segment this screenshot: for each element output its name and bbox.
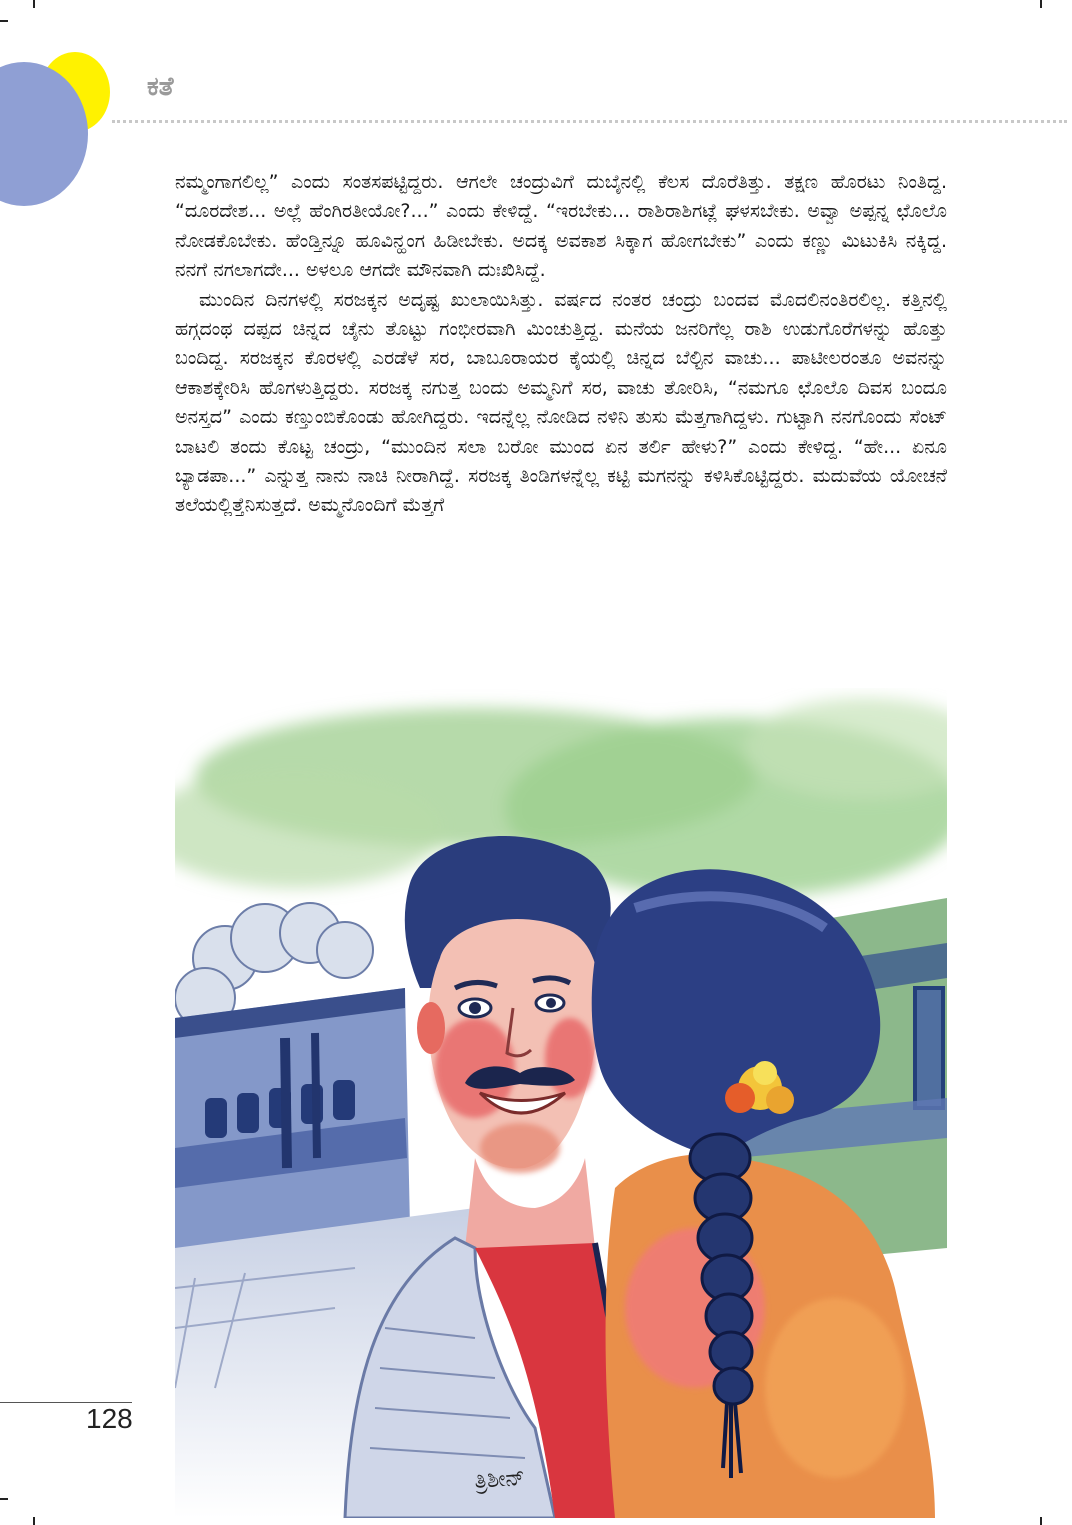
- crop-mark: [33, 1517, 35, 1525]
- story-illustration: [175, 688, 947, 1518]
- paragraph: ನಮ್ಮಂಗಾಗಲಿಲ್ಲ” ಎಂದು ಸಂತಸಪಟ್ಟಿದ್ದರು. ಆಗಲೇ ಚಂದ್ರುವಿಗೆ ದುಬೈನಲ್ಲಿ ಕೆಲಸ ದೊರೆತಿತ್ತು. ತಕ್ಷಣ ಹೊರಟು ನಿಂತಿದ್ದ. “ದೂರದೇಶ... ಅಲ್ಲೆ ಹೆಂಗಿರತೀಯೋ?...” ಎಂದು ಕೇಳಿದ್ದೆ. “ಇರಬೇಕು... ರಾಶಿರಾಶಿಗಟ್ಲೆ ಘಳಸಬೇಕು. ಅವ್ವಾ ಅಪ್ಪನ್ನ ಛೊಲೊ ನೋಡಕೊಬೇಕು. ಹೆಂಡ್ತಿನ್ನೂ ಹೂವಿನ್ಹಂಗ ಹಿಡೀಬೇಕು. ಅದಕ್ಕ ಅವಕಾಶ ಸಿಕ್ಕಾಗ ಹೋಗಬೇಕು” ಎಂದು ಕಣ್ಣು ಮಿಟುಕಿಸಿ ನಕ್ಕಿದ್ದ. ನನಗೆ ನಗಲಾಗದೇ... ಅಳಲೂ ಆಗದೇ ಮೌನವಾಗಿ ದುಃಖಿಸಿದ್ದೆ.: [175, 171, 947, 282]
- story-text: [175, 168, 947, 521]
- section-title: ಕತೆ: [147, 72, 174, 102]
- dotted-rule: [112, 120, 1067, 123]
- crop-mark: [1040, 0, 1042, 8]
- paragraph: ಮುಂದಿನ ದಿನಗಳಲ್ಲಿ ಸರಜಕ್ಕನ ಅದೃಷ್ಟ ಖುಲಾಯಿಸಿತ್ತು. ವರ್ಷದ ನಂತರ ಚಂದ್ರು ಬಂದವ ಮೊದಲಿನಂತಿರಲಿಲ್ಲ. ಕತ್ತಿನಲ್ಲಿ ಹಗ್ಗದಂಥ ದಪ್ಪದ ಚಿನ್ನದ ಚೈನು ತೊಟ್ಟು ಗಂಭೀರವಾಗಿ ಮಿಂಚುತ್ತಿದ್ದ. ಮನೆಯ ಜನರಿಗೆಲ್ಲ ರಾಶಿ ಉಡುಗೊರೆಗಳನ್ನು ಹೊತ್ತು ಬಂದಿದ್ದ. ಸರಜಕ್ಕನ ಕೊರಳಲ್ಲಿ ಎರಡೆಳೆ ಸರ, ಬಾಬೂರಾಯರ ಕೈಯಲ್ಲಿ ಚಿನ್ನದ ಬೆಲ್ಟಿನ ವಾಚು... ಪಾಟೀಲರಂತೂ ಅವನನ್ನು ಆಕಾಶಕ್ಕೇರಿಸಿ ಹೊಗಳುತ್ತಿದ್ದರು. ಸರಜಕ್ಕ ನಗುತ್ತ ಬಂದು ಅಮ್ಮನಿಗೆ ಸರ, ವಾಚು ತೋರಿಸಿ, “ನಮಗೂ ಛೊಲೊ ದಿವಸ ಬಂದೂ ಅನಸ್ತದ” ಎಂದು ಕಣ್ತುಂಬಿಕೊಂಡು ಹೋಗಿದ್ದರು. ಇದನ್ನೆಲ್ಲ ನೋಡಿದ ನಳಿನಿ ತುಸು ಮೆತ್ತಗಾಗಿದ್ದಳು. ಗುಟ್ಟಾಗಿ ನನಗೊಂದು ಸೆಂಟ್ ಬಾಟಲಿ ತಂದು ಕೊಟ್ಟ ಚಂದ್ರು, “ಮುಂದಿನ ಸಲಾ ಬರೋ ಮುಂದ ಏನ ತರ್ಲಿ ಹೇಳು?” ಎಂದು ಕೇಳಿದ್ದ. “ಹೇ... ಏನೂ ಬ್ಯಾಡಪಾ...” ಎನ್ನುತ್ತ ನಾನು ನಾಚಿ ನೀರಾಗಿದ್ದೆ. ಸರಜಕ್ಕ ತಿಂಡಿಗಳನ್ನೆಲ್ಲ ಕಟ್ಟಿ ಮಗನನ್ನು ಕಳಿಸಿಕೊಟ್ಟಿದ್ದರು. ಮದುವೆಯ ಯೋಚನೆ ತಲೆಯಲ್ಲಿತ್ತೆನಿಸುತ್ತದೆ. ಅಮ್ಮನೊಂದಿಗೆ ಮೆತ್ತಗೆ: [175, 288, 947, 517]
- page-number: 128: [86, 1403, 133, 1434]
- crop-mark: [0, 20, 8, 22]
- crop-mark: [33, 0, 35, 8]
- crop-mark: [1040, 1517, 1042, 1525]
- artist-signature: ತ್ರಿಶೀನ್: [473, 1465, 526, 1494]
- crop-mark: [0, 1498, 8, 1500]
